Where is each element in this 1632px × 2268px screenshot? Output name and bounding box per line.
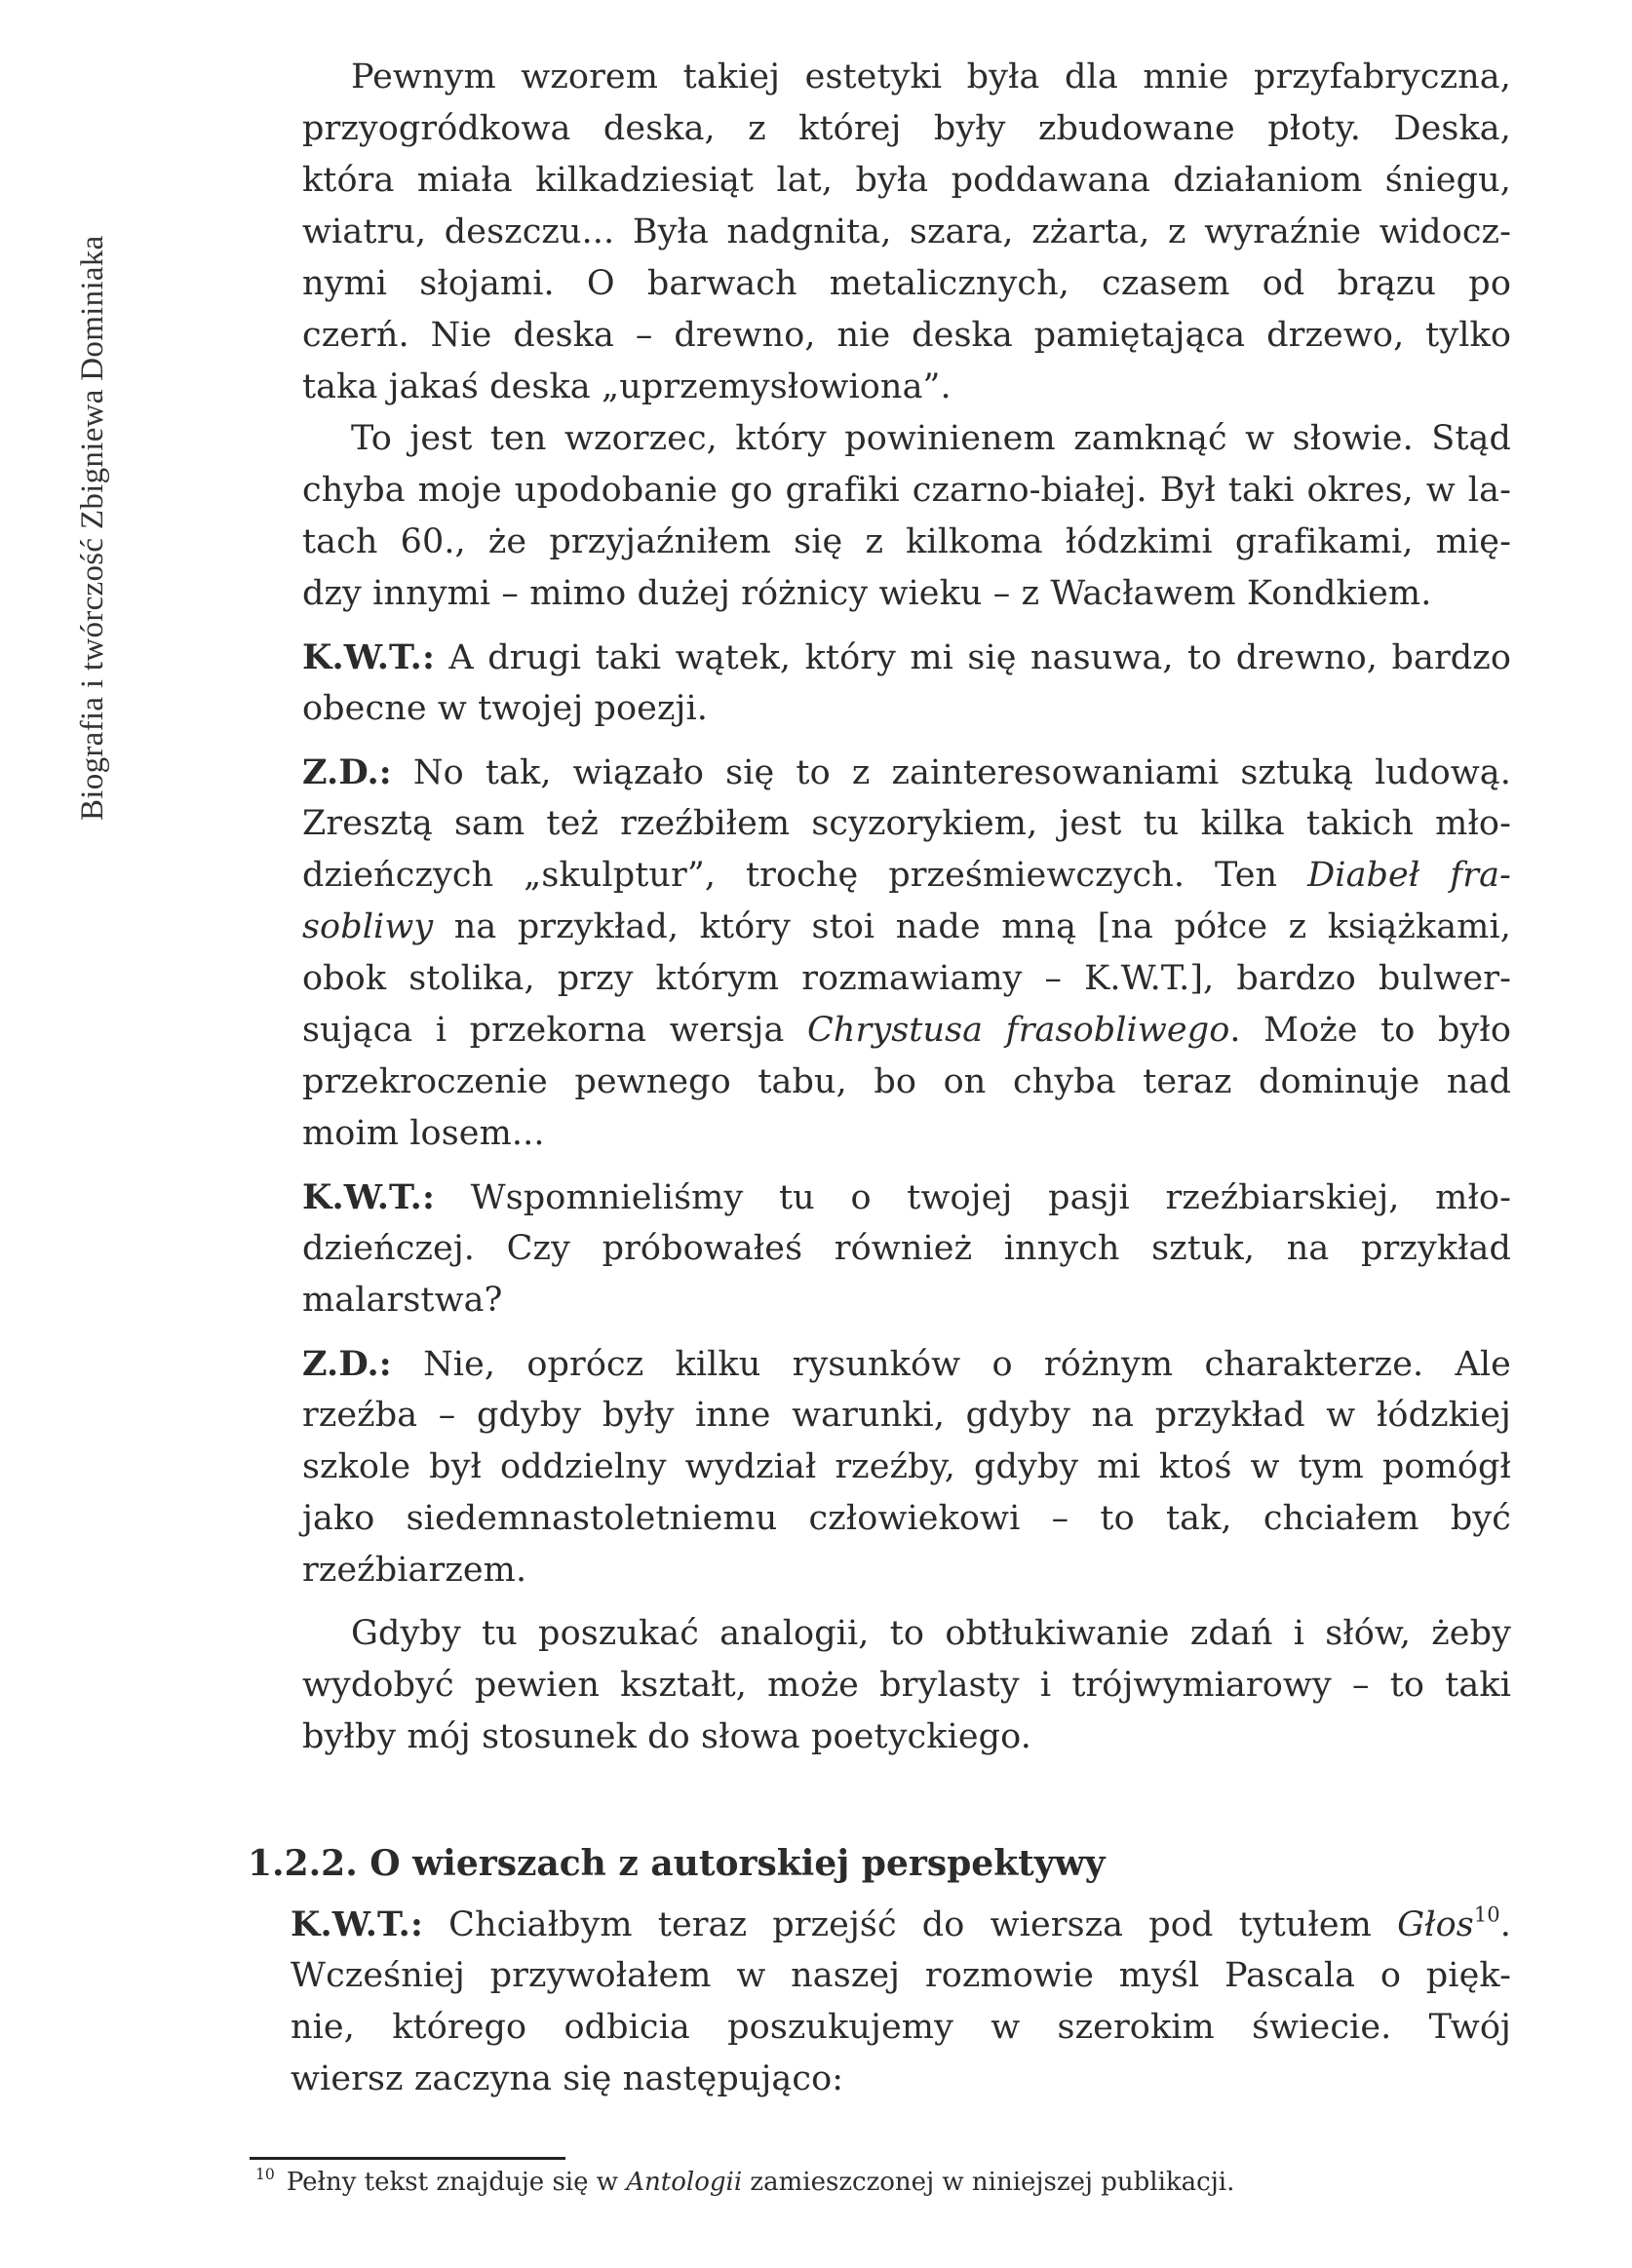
footnote-divider <box>250 2157 565 2160</box>
speaker-label: Z.D.: <box>302 1344 392 1384</box>
text-line: Z.D.: Nie, oprócz kilku rysunków o różnym charakterze. Ale <box>302 1344 1511 1384</box>
text-line: Zresztą sam też rzeźbiłem scyzorykiem, jest tu kilka takich mło- <box>302 804 1511 843</box>
text-line: K.W.T.: A drugi taki wątek, który mi się nasuwa, to drewno, bardzo <box>302 637 1511 677</box>
text-line: jako siedemnastoletniemu człowiekowi – to tak, chciałem być <box>302 1499 1511 1538</box>
text-line: rzeźba – gdyby były inne warunki, gdyby na przykład w łódzkiej <box>302 1396 1511 1435</box>
italic-title: Chrystusa frasobliwego <box>807 1011 1230 1050</box>
paragraph-gap <box>302 735 1511 747</box>
section-heading: 1.2.2. O wierszach z autorskiej perspektywy <box>248 1843 1106 1884</box>
text-line: rzeźbiarzem. <box>302 1551 527 1590</box>
line-text: . <box>1499 1905 1511 1944</box>
paragraph-gap <box>302 1596 1511 1608</box>
text-line: sobliwy na przykład, który stoi nade mną [na półce z książkami, <box>302 907 1511 946</box>
paragraph-gap <box>302 1326 1511 1338</box>
paragraph-gap <box>302 620 1511 632</box>
running-head: Biografia i twórczość Zbigniewa Dominiaka <box>75 235 110 821</box>
footnote-text-end: zamieszczonej w niniejszej publikacji. <box>742 2168 1235 2197</box>
text-line: czerń. Nie deska – drewno, nie deska pamiętająca drzewo, tylko <box>302 316 1511 355</box>
text-line: To jest ten wzorzec, który powinienem zamknąć w słowie. Stąd <box>351 419 1511 458</box>
text-line: nie, którego odbicia poszukujemy w szerokim świecie. Twój <box>291 2008 1511 2047</box>
text-line: wiatru, deszczu... Była nadgnita, szara, zżarta, z wyraźnie widocz- <box>302 212 1511 251</box>
speaker-label: K.W.T.: <box>302 637 435 677</box>
speaker-label: K.W.T.: <box>302 1177 435 1217</box>
text-line: Z.D.: No tak, wiązało się to z zainteresowaniami sztuką ludową. <box>302 752 1511 792</box>
text-line: dzieńczych „skulptur”, trochę prześmiewczych. Ten Diabeł fra- <box>302 856 1511 895</box>
dialogue-paragraph <box>302 632 1511 735</box>
text-line: byłby mój stosunek do słowa poetyckiego. <box>302 1717 1031 1756</box>
footnote <box>255 2166 1234 2199</box>
text-line: malarstwa? <box>302 1281 503 1320</box>
body-text-section-1 <box>302 52 1511 1763</box>
text-line: Pewnym wzorem takiej estetyki była dla mnie przyfabryczna, <box>351 58 1511 96</box>
line-text: Chciałbym teraz przejść do wiersza pod tytułem <box>422 1905 1398 1944</box>
dialogue-paragraph <box>302 1338 1511 1596</box>
text-line: dzy innymi – mimo dużej różnicy wieku – z Wacławem Kondkiem. <box>302 574 1432 613</box>
text-line: szkole był oddzielny wydział rzeźby, gdyby mi ktoś w tym pomógł <box>302 1447 1511 1486</box>
text-line: moim losem... <box>302 1114 545 1153</box>
text-line: obok stolika, przy którym rozmawiamy – K.W.T.], bardzo bulwer- <box>302 959 1511 998</box>
footnote-text: Pełny tekst znajduje się w <box>286 2168 627 2197</box>
italic-title: sobliwy <box>302 907 434 946</box>
text-line: przekroczenie pewnego tabu, bo on chyba teraz dominuje nad <box>302 1062 1511 1101</box>
text-line: nymi słojami. O barwach metalicznych, czasem od brązu po <box>302 264 1511 303</box>
text-line: sująca i przekorna wersja Chrystusa frasobliwego. Może to było <box>302 1011 1512 1050</box>
text-line: K.W.T.: Wspomnieliśmy tu o twojej pasji rzeźbiarskiej, mło- <box>302 1177 1511 1217</box>
body-text-section-2 <box>291 1899 1511 2105</box>
text-line: Gdyby tu poszukać analogii, to obtłukiwanie zdań i słów, żeby <box>351 1614 1511 1653</box>
text-line: wydobyć pewien kształt, może brylasty i trójwymiarowy – to taki <box>302 1666 1511 1705</box>
text-line: która miała kilkadziesiąt lat, była poddawana działaniom śniegu, <box>302 161 1511 200</box>
dialogue-paragraph <box>302 1172 1511 1326</box>
text-line: przyogródkowa deska, z której były zbudowane płoty. Deska, <box>302 109 1511 148</box>
text-line: taka jakaś deska „uprzemysłowiona”. <box>302 367 952 406</box>
footnote-ref[interactable]: 10 <box>1473 1903 1500 1927</box>
paragraph <box>302 1608 1511 1763</box>
dialogue-paragraph <box>302 747 1511 1160</box>
text-line: dzieńczej. Czy próbowałeś również innych sztuk, na przykład <box>302 1229 1511 1268</box>
footnote-italic: Antologii <box>626 2168 743 2197</box>
text-line <box>291 1899 1511 1950</box>
paragraph-gap <box>302 1160 1511 1172</box>
text-line: obecne w twojej poezji. <box>302 689 708 728</box>
speaker-label: Z.D.: <box>302 752 392 792</box>
text-line: tach 60., że przyjaźniłem się z kilkoma łódzkimi grafikami, mię- <box>302 522 1511 561</box>
poem-title: Głos <box>1397 1905 1474 1944</box>
footnote-number: 10 <box>255 2166 275 2184</box>
text-line: wiersz zaczyna się następująco: <box>291 2059 844 2098</box>
paragraph <box>302 52 1511 413</box>
speaker-label: K.W.T.: <box>291 1904 423 1944</box>
text-line: chyba moje upodobanie go grafiki czarno-białej. Był taki okres, w la- <box>302 471 1511 510</box>
italic-title: Diabeł fra- <box>1307 856 1511 895</box>
text-line: Wcześniej przywołałem w naszej rozmowie myśl Pascala o pięk- <box>291 1956 1511 1995</box>
paragraph <box>302 413 1511 620</box>
